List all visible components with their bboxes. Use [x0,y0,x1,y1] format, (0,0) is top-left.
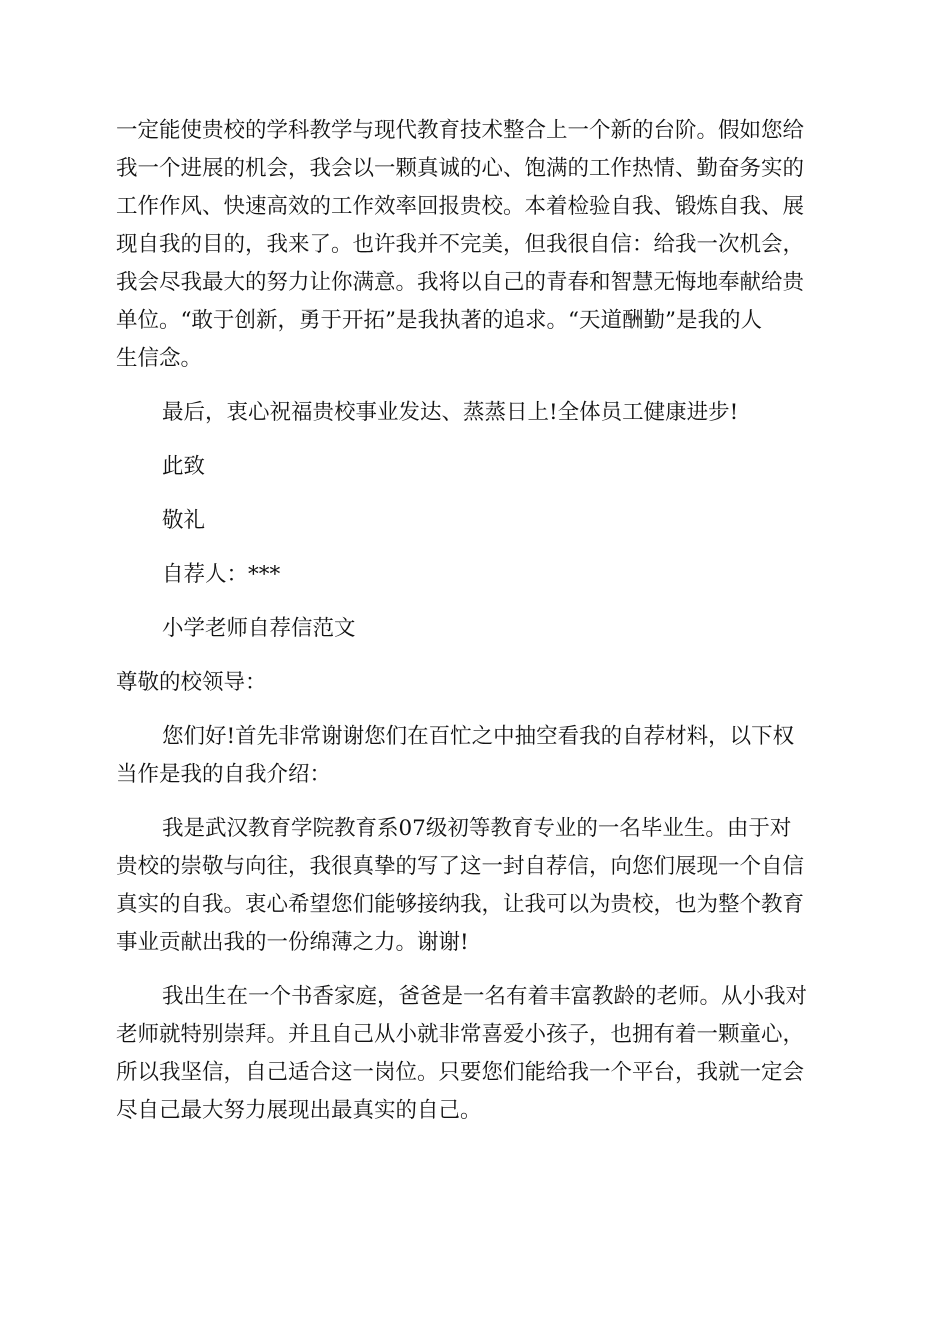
text-line: 所以我坚信，自己适合这一岗位。只要您们能给我一个平台，我就一定会 [116,1060,805,1085]
body-paragraph [116,810,836,962]
text-line: 单位。“敢于创新，勇于开拓”是我执著的追求。“天道酬勤”是我的人 [116,308,762,333]
text-line: 小学老师自荐信范文 [162,616,356,641]
text-line: 敬礼 [162,508,206,533]
section-title [116,610,836,648]
text-line: 现自我的目的，我来了。也许我并不完美，但我很自信：给我一次机会， [116,232,805,257]
text-line: 贵校的崇敬与向往，我很真挚的写了这一封自荐信，向您们展现一个自信 [116,854,805,879]
body-paragraph [116,112,836,378]
text-line: 尽自己最大努力展现出最真实的自己。 [116,1098,482,1123]
text-line: 尊敬的校领导： [116,670,267,695]
body-paragraph [116,978,836,1130]
text-line: 我是武汉教育学院教育系07级初等教育专业的一名毕业生。由于对 [162,816,792,841]
body-paragraph [116,718,836,794]
signature-line [116,556,836,594]
text-line: 老师就特别崇拜。并且自己从小就非常喜爱小孩子，也拥有着一颗童心， [116,1022,805,1047]
salutation-close [116,448,836,486]
text-line: 真实的自我。衷心希望您们能够接纳我，让我可以为贵校，也为整个教育 [116,892,805,917]
closing-wish [116,394,836,432]
text-line: 生信念。 [116,346,203,371]
text-line: 我会尽我最大的努力让你满意。我将以自己的青春和智慧无悔地奉献给贵 [116,270,805,295]
text-line: 一定能使贵校的学科教学与现代教育技术整合上一个新的台阶。假如您给 [116,118,805,143]
text-line: 自荐人：*** [162,562,281,587]
text-line: 我出生在一个书香家庭，爸爸是一名有着丰富教龄的老师。从小我对 [162,984,808,1009]
document-page [116,112,836,1146]
text-line: 工作作风、快速高效的工作效率回报贵校。本着检验自我、锻炼自我、展 [116,194,805,219]
text-line: 当作是我的自我介绍： [116,762,332,787]
greeting [116,664,836,702]
salutation-regards [116,502,836,540]
text-line: 最后，衷心祝福贵校事业发达、蒸蒸日上!全体员工健康进步! [162,400,739,425]
text-line: 此致 [162,454,206,479]
text-line: 事业贡献出我的一份绵薄之力。谢谢! [116,930,469,955]
text-line: 您们好!首先非常谢谢您们在百忙之中抽空看我的自荐材料，以下权 [162,724,795,749]
text-line: 我一个进展的机会，我会以一颗真诚的心、饱满的工作热情、勤奋务实的 [116,156,805,181]
